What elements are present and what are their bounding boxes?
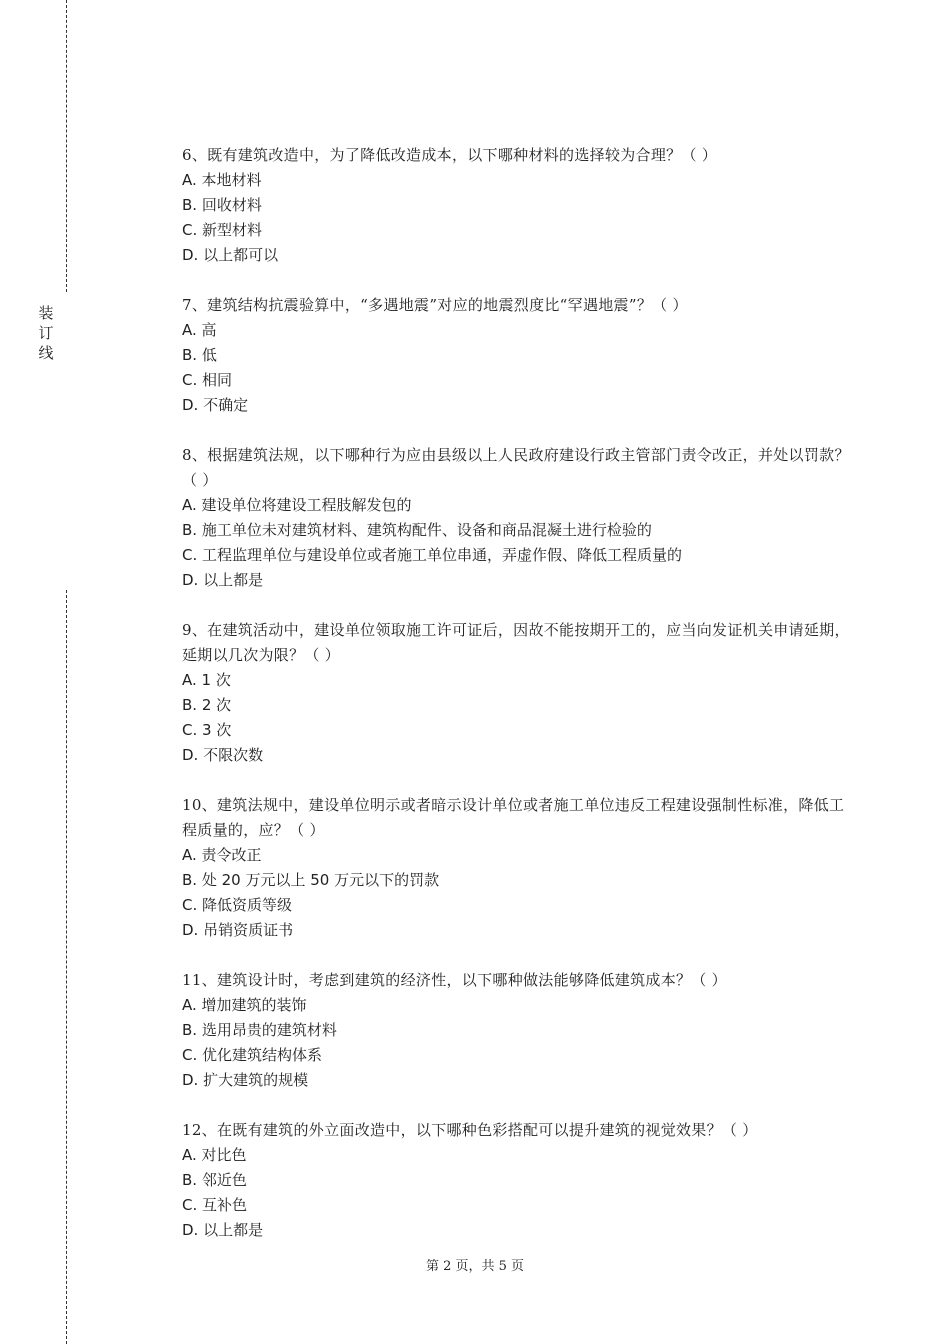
option-d: D. 不限次数 xyxy=(182,746,264,764)
binding-line-bottom xyxy=(66,590,67,1344)
option-a: A. 高 xyxy=(182,321,217,339)
option-d: D. 以上都是 xyxy=(182,571,264,589)
option-d: D. 以上都可以 xyxy=(182,246,279,264)
option-d: D. 扩大建筑的规模 xyxy=(182,1071,309,1089)
question-stem: 6、既有建筑改造中，为了降低改造成本，以下哪种材料的选择较为合理？（ ） xyxy=(182,146,718,164)
option-c: C. 新型材料 xyxy=(182,221,263,239)
option-a: A. 1 次 xyxy=(182,671,231,689)
binding-label-char: 装 xyxy=(38,304,54,322)
option-a: A. 建设单位将建设工程肢解发包的 xyxy=(182,496,412,514)
option-c: C. 优化建筑结构体系 xyxy=(182,1046,323,1064)
binding-line-top xyxy=(66,0,67,292)
option-d: D. 以上都是 xyxy=(182,1221,264,1239)
question-8 xyxy=(182,443,850,593)
question-9 xyxy=(182,618,850,768)
question-10 xyxy=(182,793,850,943)
option-b: B. 选用昂贵的建筑材料 xyxy=(182,1021,337,1039)
option-b: B. 施工单位未对建筑材料、建筑构配件、设备和商品混凝土进行检验的 xyxy=(182,521,652,539)
option-d: D. 吊销资质证书 xyxy=(182,921,294,939)
option-c: C. 3 次 xyxy=(182,721,232,739)
option-b: B. 低 xyxy=(182,346,217,364)
binding-label-char: 线 xyxy=(38,344,54,362)
option-c: C. 互补色 xyxy=(182,1196,248,1214)
question-6 xyxy=(182,143,850,268)
question-stem: 7、建筑结构抗震验算中，“多遇地震”对应的地震烈度比“罕遇地震”？（ ） xyxy=(182,296,688,314)
question-stem: 8、根据建筑法规，以下哪种行为应由县级以上人民政府建设行政主管部门责令改正，并处以罚款？（ ） xyxy=(182,446,850,489)
option-a: A. 责令改正 xyxy=(182,846,262,864)
question-stem: 11、建筑设计时，考虑到建筑的经济性，以下哪种做法能够降低建筑成本？（ ） xyxy=(182,971,727,989)
option-a: A. 增加建筑的装饰 xyxy=(182,996,307,1014)
option-a: A. 对比色 xyxy=(182,1146,247,1164)
option-b: B. 邻近色 xyxy=(182,1171,247,1189)
option-a: A. 本地材料 xyxy=(182,171,262,189)
page-number: 第 2 页，共 5 页 xyxy=(425,1259,525,1274)
option-c: C. 工程监理单位与建设单位或者施工单位串通，弄虚作假、降低工程质量的 xyxy=(182,546,683,564)
question-12 xyxy=(182,1118,850,1243)
question-stem: 12、在既有建筑的外立面改造中，以下哪种色彩搭配可以提升建筑的视觉效果？（ ） xyxy=(182,1121,758,1139)
question-list xyxy=(182,143,850,1268)
option-b: B. 处 20 万元以上 50 万元以下的罚款 xyxy=(182,871,440,889)
question-7 xyxy=(182,293,850,418)
binding-label-char: 订 xyxy=(38,324,54,342)
option-b: B. 2 次 xyxy=(182,696,232,714)
option-c: C. 降低资质等级 xyxy=(182,896,293,914)
option-c: C. 相同 xyxy=(182,371,233,389)
option-b: B. 回收材料 xyxy=(182,196,262,214)
binding-label xyxy=(36,303,56,363)
question-stem: 10、建筑法规中，建设单位明示或者暗示设计单位或者施工单位违反工程建设强制性标准，降低工程质量的，应？（ ） xyxy=(182,796,845,839)
question-stem: 9、在建筑活动中，建设单位领取施工许可证后，因故不能按期开工的，应当向发证机关申请延期，延期以几次为限？（ ） xyxy=(182,621,850,664)
option-d: D. 不确定 xyxy=(182,396,249,414)
question-11 xyxy=(182,968,850,1093)
